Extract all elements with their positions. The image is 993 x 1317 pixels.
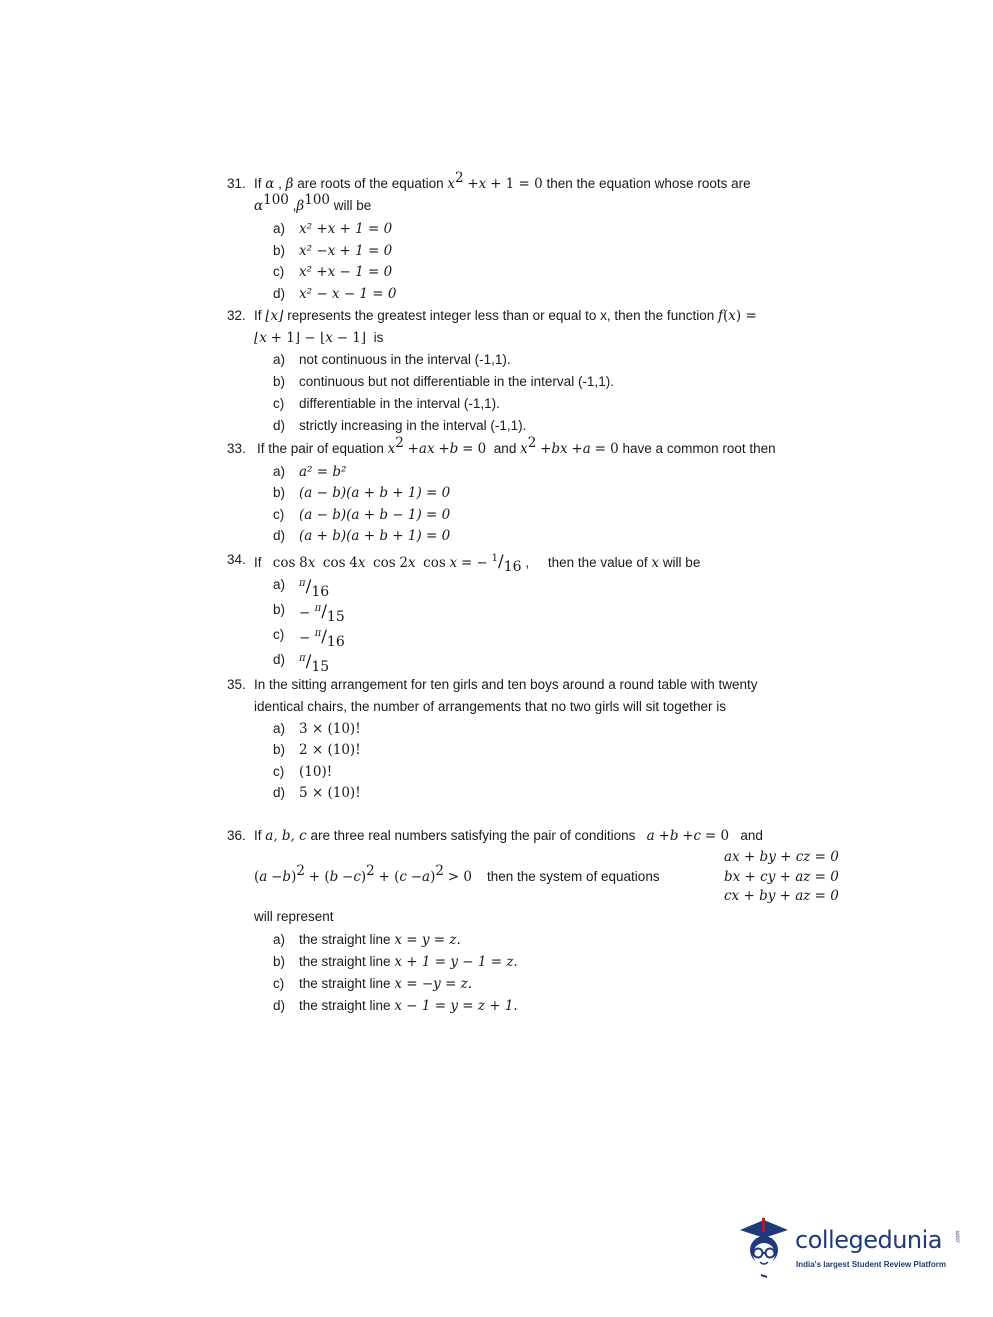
question-stem: If ⌊x⌋ represents the greatest integer less than or equal to x, then the function f(x) = — [254, 308, 757, 324]
option-label: a) — [273, 577, 286, 592]
question-number: 34. — [227, 552, 246, 567]
option-fraction: $^\pi$/16 — [299, 577, 330, 600]
option-text: not continuous in the interval (-1,1). — [299, 352, 511, 367]
option-text: x² +x − 1 = 0 — [299, 264, 393, 280]
option-label: a) — [273, 352, 286, 367]
option-fraction: − $^\pi$/16 — [299, 627, 345, 650]
question-number: 32. — [227, 308, 246, 323]
equation-1: ax + by + cz = 0 — [724, 849, 839, 865]
option-text: x² +x + 1 = 0 — [299, 221, 393, 237]
question-number: 35. — [227, 677, 246, 692]
option-text: strictly increasing in the interval (-1,1). — [299, 418, 527, 433]
option-label: a) — [273, 932, 286, 947]
option-label: c) — [273, 396, 285, 411]
option-label: c) — [273, 976, 285, 991]
option-label: b) — [273, 742, 286, 757]
logo-tagline: India's largest Student Review Platform — [796, 1260, 946, 1269]
question-stem: If α , β are roots of the equation $x^2 +x + 1 = 0$ then the equation whose roots are — [254, 170, 751, 192]
question-stem: In the sitting arrangement for ten girls and ten boys around a round table with twenty — [254, 677, 758, 692]
option-text: 3 × (10)! — [299, 721, 361, 737]
option-text: x² − x − 1 = 0 — [299, 286, 397, 302]
question-number: 31. — [227, 176, 246, 191]
question-number: 36. — [227, 828, 246, 843]
option-text: 5 × (10)! — [299, 785, 361, 801]
option-text: (a − b)(a + b − 1) = 0 — [299, 507, 451, 523]
option-label: d) — [273, 286, 286, 301]
question-stem-tail: will represent — [254, 909, 334, 924]
logo-com: .com — [955, 1230, 962, 1244]
question-stem-cont: $(a -b)^2 + (b -c)^2 + (c -a)^2 > 0$ then the system of equations — [254, 863, 660, 885]
option-label: c) — [273, 627, 285, 642]
question-stem-cont: ⌊x + 1⌋ − ⌊x − 1⌋ is — [254, 330, 384, 346]
option-label: c) — [273, 764, 285, 779]
option-label: a) — [273, 464, 286, 479]
option-text: x² −x + 1 = 0 — [299, 243, 393, 259]
option-text: (a + b)(a + b + 1) = 0 — [299, 528, 451, 544]
question-stem: If cos 8x cos 4x cos 2x cos x = − $^1$/16 , then the value of x will be — [254, 552, 701, 575]
option-label: d) — [273, 998, 286, 1013]
option-label: c) — [273, 507, 285, 522]
option-label: d) — [273, 785, 286, 800]
option-text: the straight line x + 1 = y − 1 = z. — [299, 954, 518, 970]
option-label: b) — [273, 374, 286, 389]
question-stem: If the pair of equation $x^2 +ax +b = 0$ and $x^2 +bx +a = 0$ have a common root then — [257, 435, 776, 457]
option-text: differentiable in the interval (-1,1). — [299, 396, 500, 411]
equation-3: cx + by + az = 0 — [724, 888, 839, 904]
option-label: d) — [273, 528, 286, 543]
option-label: b) — [273, 243, 286, 258]
option-fraction: $^\pi$/15 — [299, 652, 330, 675]
option-text: a² = b² — [299, 464, 347, 480]
option-label: a) — [273, 221, 286, 236]
option-label: b) — [273, 954, 286, 969]
question-number: 33. — [227, 441, 246, 456]
option-text: continuous but not differentiable in the interval (-1,1). — [299, 374, 614, 389]
question-stem: If a, b, c are three real numbers satisfying the pair of conditions a +b +c = 0 and — [254, 828, 763, 844]
option-label: d) — [273, 418, 286, 433]
option-text: the straight line x = −y = z. — [299, 976, 473, 992]
option-fraction: − $^\pi$/15 — [299, 602, 345, 625]
option-label: b) — [273, 602, 286, 617]
option-label: a) — [273, 721, 286, 736]
option-label: b) — [273, 485, 286, 500]
equation-2: bx + cy + az = 0 — [724, 869, 839, 885]
question-stem-cont: identical chairs, the number of arrangements that no two girls will sit together is — [254, 699, 726, 714]
option-label: c) — [273, 264, 285, 279]
logo-wordmark: collegedunia — [795, 1226, 943, 1254]
option-text: (10)! — [299, 764, 333, 780]
option-text: the straight line x − 1 = y = z + 1. — [299, 998, 518, 1014]
option-text: 2 × (10)! — [299, 742, 361, 758]
option-label: d) — [273, 652, 286, 667]
question-stem-cont: $\alpha^{100}$ $,\beta^{100}$ will be — [254, 192, 372, 214]
option-text: (a − b)(a + b + 1) = 0 — [299, 485, 451, 501]
option-text: the straight line x = y = z. — [299, 932, 461, 948]
